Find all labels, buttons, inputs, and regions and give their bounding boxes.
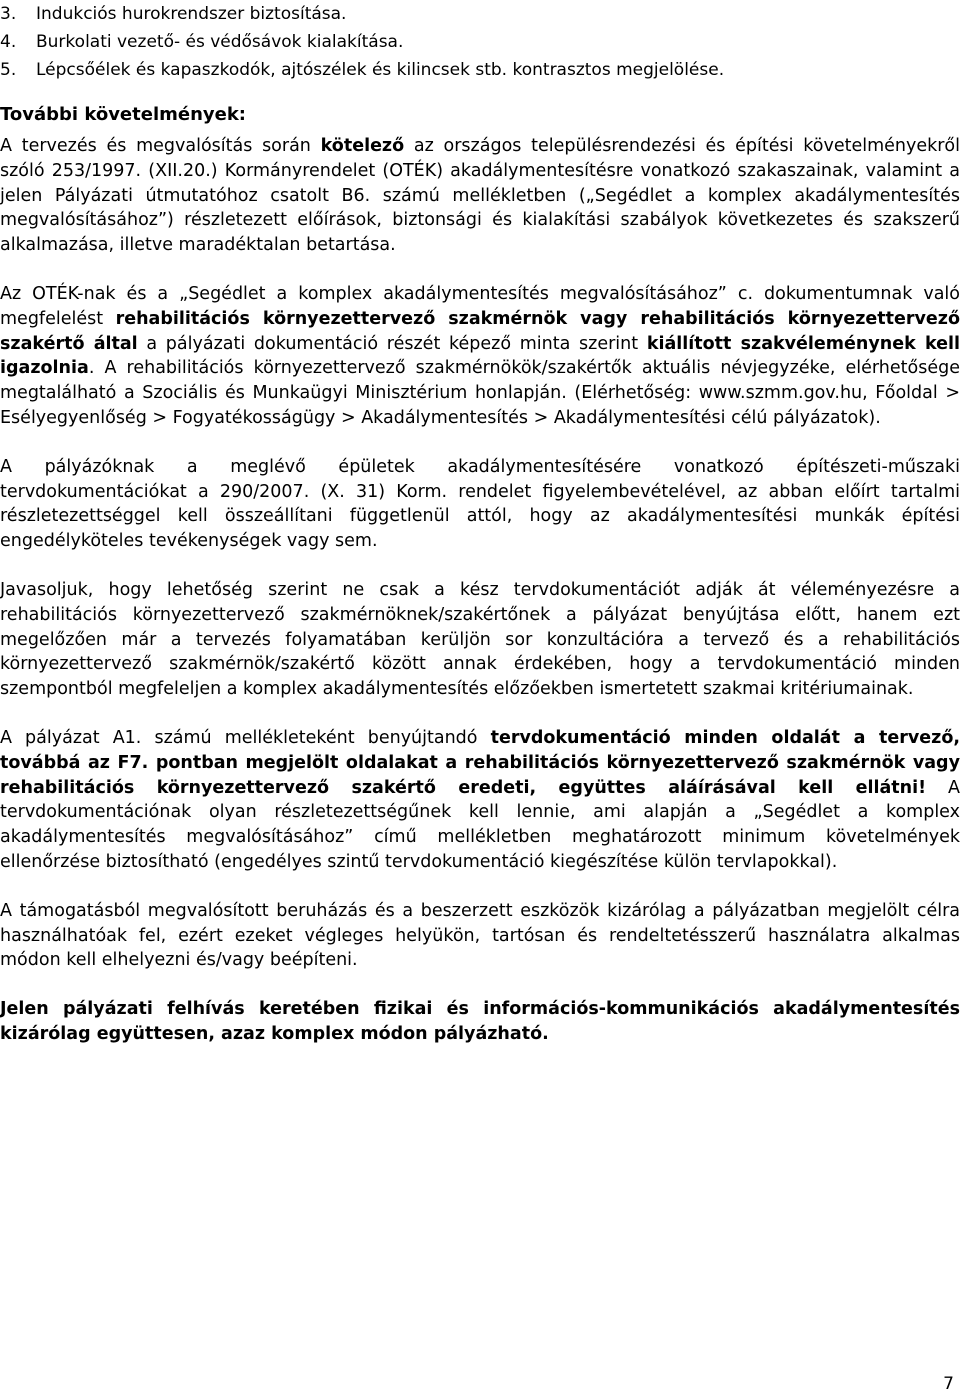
bold-text-run: tervdokumentáció minden oldalát a tervező, továbbá az F7. pontban megjelölt oldalakat a rehabilitációs környezettervező szakmérnök vagy rehabilitációs környezettervező szakértő eredeti, együttes aláírásával kell ellátni! <box>0 727 960 798</box>
list-item-number: 5. <box>0 60 17 80</box>
text-run: a pályázati dokumentáció részét képező minta szerint <box>137 333 647 354</box>
bold-text-run: kiállított szakvéleménynek kell igazolnia <box>0 333 960 379</box>
paragraph-signatures <box>0 726 960 875</box>
paragraph-usage: A támogatásból megvalósított beruházás és a beszerzett eszközök kizárólag a pályázatban megjelölt célra használhatóak fel, ezért ezeket végleges helyükön, tartósan és rendeltetésszerű használatra alkalmas módon kell elhelyezni és/vagy beépíteni. <box>0 900 960 971</box>
text-run: A pályázat A1. számú mellékleteként benyújtandó <box>0 727 491 748</box>
bold-text-run: kötelező <box>320 136 405 156</box>
list-item <box>0 0 960 28</box>
list-item-text: Indukciós hurokrendszer biztosítása. <box>36 4 347 24</box>
page-number: 7 <box>943 1374 954 1394</box>
list-item-text: Burkolati vezető- és védősávok kialakítása. <box>36 32 404 52</box>
paragraph-complex-accessibility: Jelen pályázati felhívás keretében fizikai és információs-kommunikációs akadálymentesítés kizárólag együttesen, azaz komplex módon pályázható. <box>0 999 960 1044</box>
list-item-number: 3. <box>0 4 17 24</box>
text-run: A tervdokumentációnak olyan részletezettségűnek kell lennie, ami alapján a „Segédlet a komplex akadálymentesítés megvalósításához” című mellékletben meghatározott minimum követelmények ellenőrzése biztosítható (engedélyes szintű tervdokumentáció kiegészítése külön tervlapokkal). <box>0 777 960 872</box>
paragraph-conformity <box>0 282 960 431</box>
paragraph-documentation: A pályázóknak a meglévő épületek akadálymentesítésére vonatkozó építészeti-műszaki tervdokumentációkat a 290/2007. (X. 31) Korm. rendelet figyelembevételével, az abban előírt tartalmi részletezettséggel kell összeállítani függetlenül attól, hogy az akadálymentesítési munkák építési engedélyköteles tevékenységek vagy sem. <box>0 456 960 552</box>
numbered-list <box>0 0 960 84</box>
text-run: Az OTÉK-nak és a „Segédlet a komplex akadálymentesítés megvalósításához” c. dokumentumnak való megfelelést <box>0 283 960 329</box>
list-item-text: Lépcsőélek és kapaszkodók, ajtószélek és kilincsek stb. kontrasztos megjelölése. <box>36 60 725 80</box>
list-item-number: 4. <box>0 32 17 52</box>
paragraph-requirements <box>0 134 960 258</box>
text-run: az országos településrendezési és építési követelményekről szóló 253/1997. (XII.20.) Kormányrendelet (OTÉK) akadálymentesítésre vonatkozó szakaszainak, valamint a jelen Pályázati útmutatóhoz csatolt B6. számú mellékletben („Segédlet a komplex akadálymentesítés megvalósításához”) részletezett előírások, biztonsági és kialakítási szabályok következetes és szakszerű alkalmazása, illetve maradéktalan betartása. <box>0 136 960 256</box>
bold-text-run: rehabilitációs környezettervező szakmérnök vagy rehabilitációs környezettervező szakértő által <box>0 308 960 354</box>
list-item <box>0 28 960 56</box>
list-item <box>0 56 960 84</box>
section-heading: További követelmények: <box>0 104 247 125</box>
text-run: A tervezés és megvalósítás során <box>0 136 321 156</box>
paragraph-recommendation: Javasoljuk, hogy lehetőség szerint ne csak a kész tervdokumentációt adják át véleményezésre a rehabilitációs környezettervező szakmérnöknek/szakértőnek a pályázat benyújtása előtt, hanem ezt megelőzően már a tervezés folyamatában kerüljön sor konzultációra a tervező és a rehabilitációs környezettervező szakmérnök/szakértő között annak érdekében, hogy a tervdokumentáció minden szempontból megfeleljen a komplex akadálymentesítés előzőekben ismertetett szakmai kritériumainak. <box>0 579 960 700</box>
text-run: . A rehabilitációs környezettervező szakmérnökök/szakértők aktuális névjegyzéke, elérhetősége megtalálható a Szociális és Munkaügyi Minisztérium honlapján. (Elérhetőség: www.szmm.gov.hu, Főoldal > Esélyegyenlőség > Fogyatékosságügy > Akadálymentesítés > Akadálymentesítési célú pályázatok). <box>0 358 960 428</box>
